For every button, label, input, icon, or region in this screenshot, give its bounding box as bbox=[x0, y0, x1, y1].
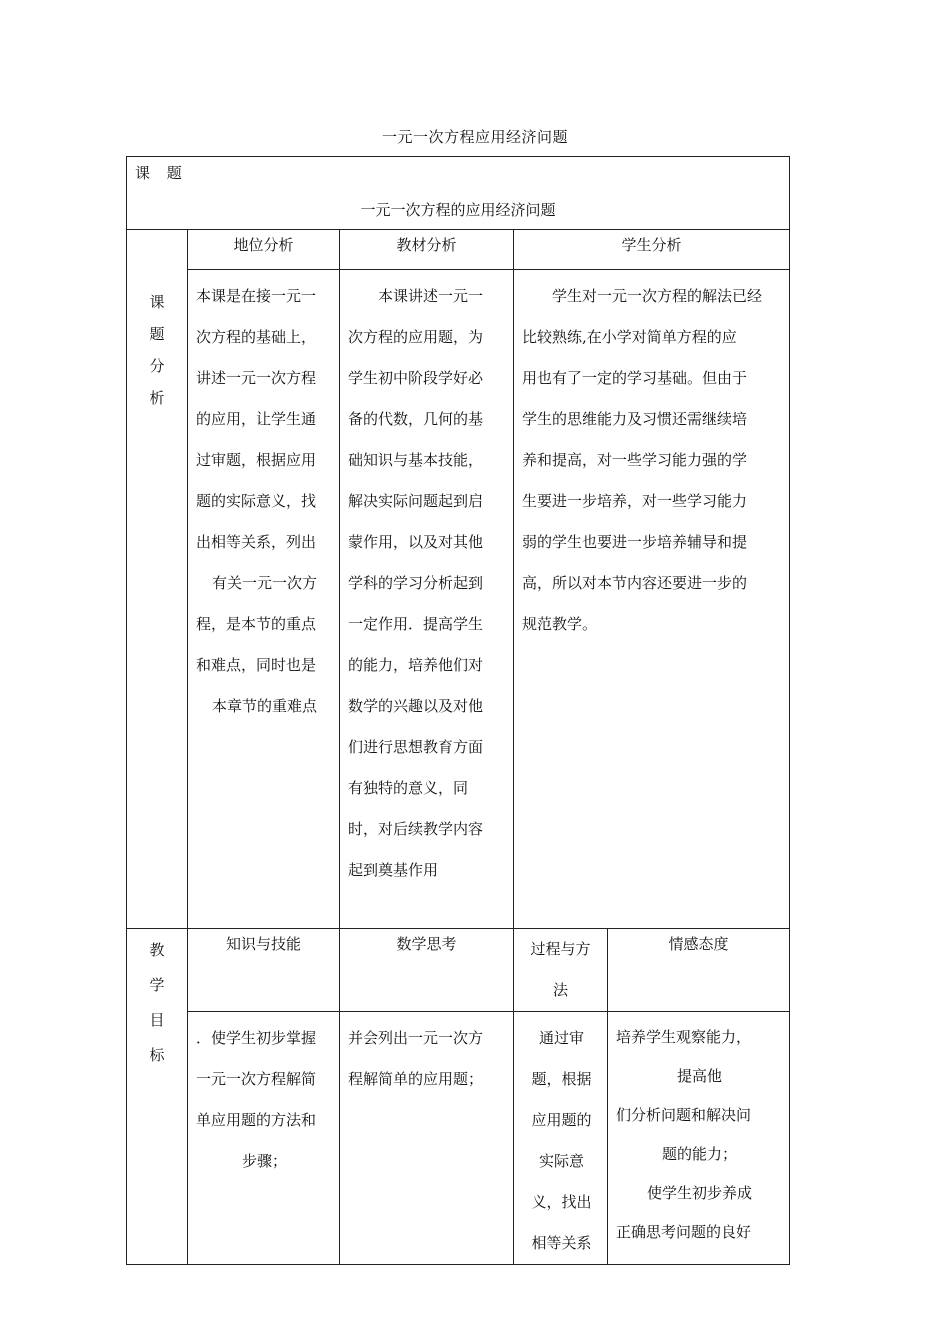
textbook-analysis-text: 本课讲述一元一 次方程的应用题，为 学生初中阶段学好必 备的代数，几何的基 础知识与基本技能， 解决实际问题起到启 蒙作用，以及对其他 学科的学习分析起到 一定作用．提高学生 的能力，培养他们对 数学的兴趣以及对他 们进行思想教育方面 有独特的意义，同 时，对后续教学内容 起到奠基作用 bbox=[340, 270, 514, 929]
goals-label-text: 教 学 目 标 bbox=[149, 941, 165, 1064]
analysis-label-text: 课 题 分 析 bbox=[149, 293, 165, 407]
lesson-plan-table bbox=[126, 156, 790, 1265]
topic-row bbox=[127, 157, 790, 230]
header-student-analysis: 学生分析 bbox=[514, 230, 790, 270]
emotion-attitude-text: 培养学生观察能力， 提高他 们分析问题和解决问 题的能力； 使学生初步养成 正确思考问题的良好 bbox=[608, 1012, 790, 1265]
analysis-header-row bbox=[127, 230, 790, 270]
document-title: 一元一次方程应用经济问题 bbox=[381, 128, 568, 146]
header-emotion-attitude: 情感态度 bbox=[608, 929, 790, 1012]
goals-header-row bbox=[127, 929, 790, 1012]
goals-row-label bbox=[127, 929, 188, 1265]
header-position-analysis: 地位分析 bbox=[188, 230, 340, 270]
student-analysis-text: 学生对一元一次方程的解法已经 比较熟练,在小学对简单方程的应 用也有了一定的学习基础。但由于 学生的思维能力及习惯还需继续培 养和提高，对一些学习能力强的学 生要进一步培养，对一些学习能力 弱的学生也要进一步培养辅导和提 高，所以对本节内容还要进一步的 规范教学。 bbox=[514, 270, 790, 929]
goals-body-row bbox=[127, 1012, 790, 1265]
analysis-body-row bbox=[127, 270, 790, 929]
topic-cell bbox=[127, 157, 790, 230]
header-knowledge-skills: 知识与技能 bbox=[188, 929, 340, 1012]
header-textbook-analysis: 教材分析 bbox=[340, 230, 514, 270]
position-analysis-text: 本课是在接一元一 次方程的基础上， 讲述一元一次方程 的应用，让学生通 过审题，根据应用 题的实际意义，找 出相等关系，列出 有关一元一次方 程，是本节的重点 和难点，同时也是 本章节的重难点 bbox=[188, 270, 340, 929]
topic-label: 课 题 bbox=[135, 164, 188, 182]
topic-value: 一元一次方程的应用经济问题 bbox=[360, 201, 556, 219]
knowledge-skills-text: ．使学生初步掌握 一元一次方程解简 单应用题的方法和 步骤； bbox=[188, 1012, 340, 1265]
header-math-thinking: 数学思考 bbox=[340, 929, 514, 1012]
analysis-row-label bbox=[127, 230, 188, 929]
math-thinking-text: 并会列出一元一次方 程解简单的应用题； bbox=[340, 1012, 514, 1265]
header-process-method: 过程与方法 bbox=[514, 929, 608, 1012]
process-method-text: 通过审 题，根据 应用题的 实际意 义，找出 相等关系 bbox=[514, 1012, 608, 1265]
